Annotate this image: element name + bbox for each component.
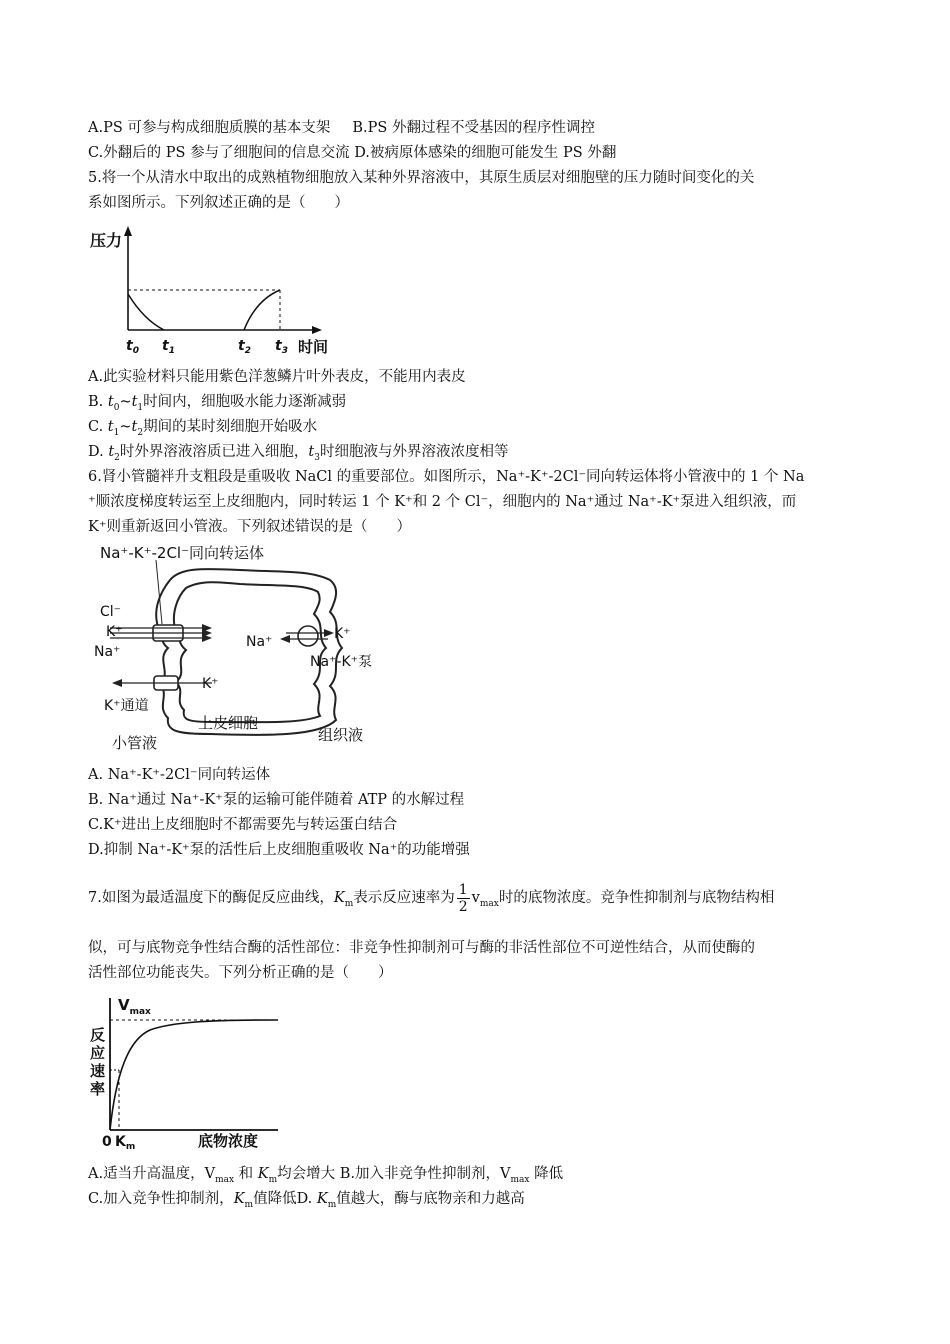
q6-kidney-diagram	[90, 540, 390, 758]
q6-label-k-channel-in: K⁺	[202, 676, 219, 692]
q7-stem-line3: 活性部位功能丧失。下列分析正确的是（ ）	[88, 965, 393, 981]
q6-option-a: A. Na⁺-K⁺-2Cl⁻同向转运体	[88, 767, 271, 783]
q5-tick-t1: $t_1$	[162, 338, 175, 356]
q4-option-b: B.PS 外翻过程不受基因的程序性调控	[352, 120, 595, 136]
q5-tick-t3: $t_3$	[275, 338, 288, 356]
q4-options-cd	[88, 143, 616, 163]
q7-options-cd: C.加入竞争性抑制剂，$K_m$值降低D. $K_m$值越大，酶与底物亲和力越高	[88, 1191, 525, 1210]
q4-option-d: D.被病原体感染的细胞可能发生 PS 外翻	[354, 145, 617, 161]
q6-label-cl: Cl⁻	[100, 604, 122, 620]
q4-option-c: C.外翻后的 PS 参与了细胞间的信息交流	[88, 145, 350, 161]
q6-stem-line1: 6.肾小管髓袢升支粗段是重吸收 NaCl 的重要部位。如图所示，Na⁺-K⁺-2Cl⁻同向转运体将小管液中的 1 个 Na	[88, 469, 805, 485]
q5-y-arrow	[124, 226, 132, 236]
q5-stem-line2: 系如图所示。下列叙述正确的是（ ）	[88, 195, 349, 211]
q6-stem-line2: ⁺顺浓度梯度转运至上皮细胞内，同时转运 1 个 K⁺和 2 个 Cl⁻，细胞内的 Na⁺通过 Na⁺-K⁺泵进入组织液，而	[88, 494, 797, 510]
q5-option-a: A.此实验材料只能用紫色洋葱鳞片叶外表皮，不能用内表皮	[88, 369, 466, 385]
q6-na-k-pump	[298, 626, 318, 646]
q6-option-c: C.K⁺进出上皮细胞时不都需要先与转运蛋白结合	[88, 817, 398, 833]
q6-label-title: Na⁺-K⁺-2Cl⁻同向转运体	[100, 544, 265, 562]
q7-ylabel-2: 应	[90, 1044, 106, 1062]
q7-stem-line1: 7.如图为最适温度下的酶促反应曲线，$K_m$表示反应速率为 $\frac{1}{2}$ $v_{max}$时的底物浓度。竞争性抑制剂与底物结构相	[88, 881, 775, 915]
q7-options-ab: A.适当升高温度，$V_{max}$ 和 $K_m$均会增大 B.加入非竞争性抑制剂，$V_{max}$ 降低	[88, 1166, 564, 1185]
q5-stem-line1: 5.将一个从清水中取出的成熟植物细胞放入某种外界溶液中，其原生质层对细胞壁的压力随时间变化的关	[88, 170, 755, 186]
q7-fraction: $\frac{1}{2}$	[458, 881, 468, 915]
q5-tick-t2: $t_2$	[238, 338, 251, 356]
q6-label-k-right: K⁺	[334, 626, 351, 642]
q5-option-d: D. $t_2$时外界溶液溶质已进入细胞，$t_3$时细胞液与外界溶液浓度相等	[88, 444, 509, 463]
q6-label-na-left: Na⁺	[94, 644, 121, 660]
q6-stem-line3: K⁺则重新返回小管液。下列叙述错误的是（ ）	[88, 519, 411, 535]
q7-xlabel: 底物浓度	[198, 1132, 259, 1150]
q7-ylabel-3: 速	[90, 1062, 106, 1080]
q7-stem-line2: 似，可与底物竞争性结合酶的活性部位：非竞争性抑制剂可与酶的非活性部位不可逆性结合，从而使酶的	[88, 940, 755, 956]
q6-label-tubular: 小管液	[112, 734, 158, 752]
q6-label-tissue: 组织液	[318, 726, 364, 744]
q7-km-label: $K_m$	[115, 1134, 136, 1152]
q5-tick-t0: $t_0$	[126, 338, 139, 356]
q6-label-epithelial: 上皮细胞	[198, 714, 259, 732]
q6-label-na-right: Na⁺	[246, 634, 273, 650]
q7-ylabel-4: 率	[90, 1080, 106, 1098]
q6-cell-inner	[174, 582, 326, 722]
q7-origin: 0	[102, 1134, 112, 1150]
q6-label-k-channel: K⁺通道	[104, 698, 149, 714]
q5-option-b: B. $t_0\sim t_1$时间内，细胞吸水能力逐渐减弱	[88, 394, 347, 413]
q5-pressure-chart	[88, 222, 343, 358]
q6-label-pump: Na⁺-K⁺泵	[310, 654, 373, 670]
q5-ylabel: 压力	[90, 231, 123, 250]
q5-option-c: C. $t_1\sim t_2$期间的某时刻细胞开始吸水	[88, 419, 318, 438]
q4-options-ab	[88, 118, 595, 138]
q5-curve-increase	[244, 290, 280, 330]
q6-label-k-left: K⁺	[106, 624, 123, 640]
q5-x-arrow	[312, 326, 322, 334]
q6-option-d: D.抑制 Na⁺-K⁺泵的活性后上皮细胞重吸收 Na⁺的功能增强	[88, 842, 470, 858]
q7-reaction-curve	[110, 1020, 278, 1130]
q7-vmax-label: $V_{max}$	[118, 996, 151, 1017]
q4-option-a: A.PS 可参与构成细胞质膜的基本支架	[88, 120, 331, 136]
q7-ylabel-1: 反	[90, 1026, 106, 1044]
q7-enzyme-chart	[88, 994, 288, 1152]
q5-xlabel: 时间	[298, 338, 329, 356]
q5-curve-decrease	[128, 294, 164, 330]
q6-option-b: B. Na⁺通过 Na⁺-K⁺泵的运输可能伴随着 ATP 的水解过程	[88, 792, 465, 808]
